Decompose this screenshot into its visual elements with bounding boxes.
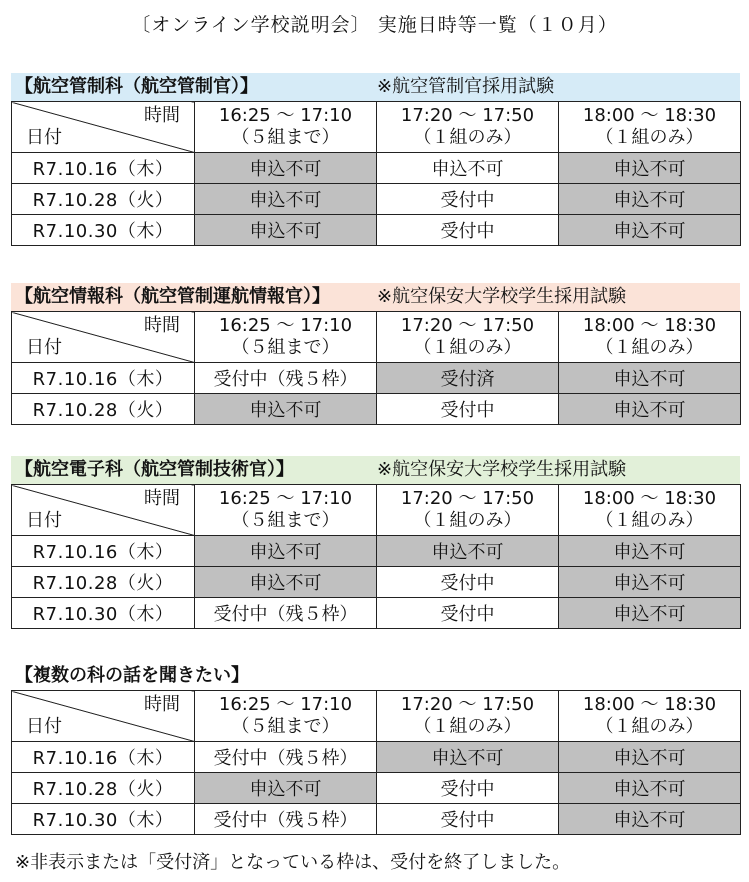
date-cell: R7.10.28（火） [12, 773, 195, 804]
table-row [12, 742, 741, 773]
status-cell: 申込不可 [559, 567, 741, 598]
page-title: 〔オンライン学校説明会〕 実施日時等一覧（１０月） [131, 14, 618, 36]
status-cell: 申込不可 [377, 742, 559, 773]
date-cell: R7.10.16（木） [12, 153, 195, 184]
slot-capacity: （５組まで） [231, 337, 340, 358]
table-row [12, 804, 741, 835]
date-cell: R7.10.28（火） [12, 394, 195, 425]
department-name: 【航空情報科（航空管制運航情報官）】 [15, 286, 330, 307]
header-row [12, 312, 741, 363]
exam-note: ※航空管制官採用試験 [377, 76, 555, 97]
table-row [12, 184, 741, 215]
corner-header-cell [12, 485, 195, 536]
date-label: 日付 [26, 716, 62, 737]
status-cell: 申込不可 [195, 567, 377, 598]
status-cell[interactable]: 受付中 [377, 394, 559, 425]
schedule-table [11, 484, 741, 629]
slot-capacity: （５組まで） [231, 127, 340, 148]
status-cell: 申込不可 [195, 394, 377, 425]
slot-capacity: （１組のみ） [413, 716, 522, 737]
date-cell: R7.10.30（木） [12, 598, 195, 629]
slot-time: 16:25 〜 17:10 [218, 315, 353, 336]
status-cell: 申込不可 [559, 363, 741, 394]
date-label: 日付 [26, 510, 62, 531]
section-header [11, 283, 740, 311]
status-cell[interactable]: 受付中 [377, 773, 559, 804]
table-row [12, 153, 741, 184]
status-cell: 申込不可 [195, 215, 377, 246]
table-row [12, 215, 741, 246]
table-row [12, 536, 741, 567]
slot-time: 18:00 〜 18:30 [582, 488, 717, 509]
slot-capacity: （５組まで） [231, 510, 340, 531]
status-cell: 申込不可 [559, 804, 741, 835]
table-row [12, 773, 741, 804]
slot-capacity: （１組のみ） [413, 510, 522, 531]
status-cell: 申込不可 [195, 536, 377, 567]
corner-header-cell [12, 691, 195, 742]
status-cell[interactable]: 受付中 [377, 215, 559, 246]
time-slot-header [195, 691, 377, 742]
slot-capacity: （１組のみ） [595, 337, 704, 358]
slot-time: 16:25 〜 17:10 [218, 694, 353, 715]
schedule-section [11, 456, 740, 629]
slot-time: 18:00 〜 18:30 [582, 315, 717, 336]
corner-header-cell [12, 102, 195, 153]
department-name: 【航空管制科（航空管制官）】 [15, 76, 258, 97]
status-cell: 申込不可 [195, 773, 377, 804]
schedule-section [11, 73, 740, 246]
slot-capacity: （１組のみ） [595, 127, 704, 148]
status-cell: 申込不可 [559, 536, 741, 567]
status-cell[interactable]: 受付中 [377, 184, 559, 215]
schedule-section [11, 283, 740, 425]
time-slot-header [377, 691, 559, 742]
status-cell: 申込不可 [559, 153, 741, 184]
time-label: 時間 [144, 488, 180, 509]
date-label: 日付 [26, 127, 62, 148]
slot-time: 18:00 〜 18:30 [582, 105, 717, 126]
time-slot-header [195, 312, 377, 363]
status-cell[interactable]: 受付中（残５枠） [195, 742, 377, 773]
status-cell: 申込不可 [559, 184, 741, 215]
status-cell: 申込不可 [377, 536, 559, 567]
date-cell: R7.10.30（木） [12, 215, 195, 246]
slot-time: 17:20 〜 17:50 [400, 488, 535, 509]
corner-header-cell [12, 312, 195, 363]
schedule-table [11, 101, 741, 246]
time-slot-header [559, 102, 741, 153]
status-cell: 申込不可 [559, 215, 741, 246]
slot-capacity: （１組のみ） [595, 716, 704, 737]
slot-capacity: （１組のみ） [413, 337, 522, 358]
slot-capacity: （１組のみ） [413, 127, 522, 148]
slot-time: 18:00 〜 18:30 [582, 694, 717, 715]
status-cell[interactable]: 受付中（残５枠） [195, 363, 377, 394]
header-row [12, 485, 741, 536]
time-label: 時間 [144, 694, 180, 715]
date-cell: R7.10.30（木） [12, 804, 195, 835]
footer-note: ※非表示または「受付済」となっている枠は、受付を終了しました。 [15, 852, 571, 873]
table-row [12, 394, 741, 425]
slot-capacity: （１組のみ） [595, 510, 704, 531]
status-cell: 申込不可 [559, 598, 741, 629]
status-cell: 申込不可 [559, 742, 741, 773]
time-label: 時間 [144, 105, 180, 126]
status-cell: 受付済 [377, 363, 559, 394]
time-label: 時間 [144, 315, 180, 336]
slot-time: 16:25 〜 17:10 [218, 488, 353, 509]
status-cell: 申込不可 [559, 773, 741, 804]
department-name: 【複数の科の話を聞きたい】 [15, 665, 249, 686]
department-name: 【航空電子科（航空管制技術官）】 [15, 459, 294, 480]
header-row [12, 102, 741, 153]
slot-capacity: （５組まで） [231, 716, 340, 737]
time-slot-header [195, 485, 377, 536]
time-slot-header [195, 102, 377, 153]
table-row [12, 567, 741, 598]
status-cell[interactable]: 受付中 [377, 598, 559, 629]
time-slot-header [377, 312, 559, 363]
time-slot-header [559, 312, 741, 363]
slot-time: 16:25 〜 17:10 [218, 105, 353, 126]
status-cell[interactable]: 受付中 [377, 804, 559, 835]
slot-time: 17:20 〜 17:50 [400, 315, 535, 336]
time-slot-header [377, 102, 559, 153]
date-cell: R7.10.28（火） [12, 184, 195, 215]
slot-time: 17:20 〜 17:50 [400, 694, 535, 715]
status-cell: 申込不可 [195, 184, 377, 215]
header-row [12, 691, 741, 742]
schedule-table [11, 311, 741, 425]
table-row [12, 598, 741, 629]
time-slot-header [377, 485, 559, 536]
status-cell: 申込不可 [559, 394, 741, 425]
section-header [11, 456, 740, 484]
schedule-section [11, 662, 740, 835]
date-cell: R7.10.16（木） [12, 363, 195, 394]
slot-time: 17:20 〜 17:50 [400, 105, 535, 126]
status-cell: 申込不可 [195, 153, 377, 184]
date-label: 日付 [26, 337, 62, 358]
section-header [11, 73, 740, 101]
exam-note: ※航空保安大学校学生採用試験 [377, 286, 627, 307]
time-slot-header [559, 485, 741, 536]
exam-note: ※航空保安大学校学生採用試験 [377, 459, 627, 480]
date-cell: R7.10.28（火） [12, 567, 195, 598]
status-cell[interactable]: 受付中（残５枠） [195, 804, 377, 835]
date-cell: R7.10.16（木） [12, 742, 195, 773]
table-row [12, 363, 741, 394]
schedule-table [11, 690, 741, 835]
time-slot-header [559, 691, 741, 742]
status-cell[interactable]: 受付中 [377, 567, 559, 598]
status-cell: 申込不可 [377, 153, 559, 184]
status-cell[interactable]: 受付中（残５枠） [195, 598, 377, 629]
section-header [11, 662, 740, 690]
date-cell: R7.10.16（木） [12, 536, 195, 567]
